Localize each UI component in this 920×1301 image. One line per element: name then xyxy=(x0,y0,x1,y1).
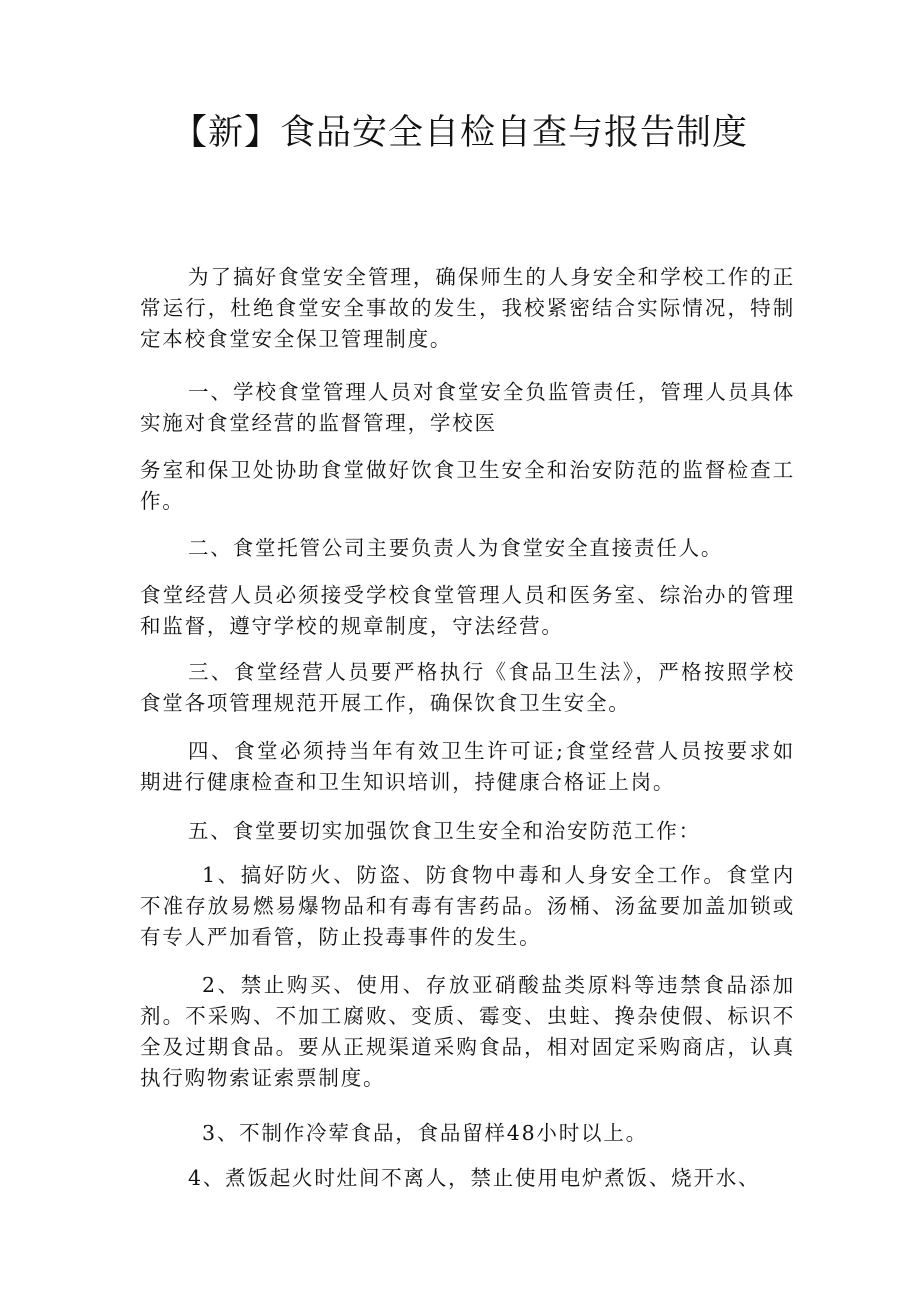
paragraph-sub-item-3: 3、不制作冷荤食品，食品留样48小时以上。 xyxy=(202,1121,648,1145)
paragraph-item-1-part-2: 务室和保卫处协助食堂做好饮食卫生安全和治安防范的监督检查工作。 xyxy=(140,458,795,513)
paragraph-item-3: 三、食堂经营人员要严格执行《食品卫生法》，严格按照学校食堂各项管理规范开展工作，确保饮食卫生安全。 xyxy=(140,660,795,715)
paragraph-intro: 为了搞好食堂安全管理，确保师生的人身安全和学校工作的正常运行，杜绝食堂安全事故的发生，我校紧密结合实际情况，特制定本校食堂安全保卫管理制度。 xyxy=(140,265,795,351)
paragraph-item-1-part-1: 一、学校食堂管理人员对食堂安全负监管责任，管理人员具体实施对食堂经营的监督管理，学校医 xyxy=(140,380,795,435)
paragraph-item-5: 五、食堂要切实加强饮食卫生安全和治安防范工作： xyxy=(188,819,701,843)
paragraph-item-2-detail: 食堂经营人员必须接受学校食堂管理人员和医务室、综治办的管理和监督，遵守学校的规章制度，守法经营。 xyxy=(140,583,795,638)
document-title: 【新】食品安全自检自查与报告制度 xyxy=(171,113,748,153)
paragraph-sub-item-4: 4、煮饭起火时灶间不离人，禁止使用电炉煮饭、烧开水、 xyxy=(188,1166,761,1190)
paragraph-sub-item-1: 1、搞好防火、防盗、防食物中毒和人身安全工作。食堂内不准存放易燃易爆物品和有毒有害药品。汤桶、汤盆要加盖加锁或有专人严加看管，防止投毒事件的发生。 xyxy=(140,863,795,949)
paragraph-sub-item-2: 2、禁止购买、使用、存放亚硝酸盐类原料等违禁食品添加剂。不采购、不加工腐败、变质、霉变、虫蛀、搀杂使假、标识不全及过期食品。要从正规渠道采购食品，相对固定采购商店，认真执行购物索证索票制度。 xyxy=(140,973,795,1090)
paragraph-item-4: 四、食堂必须持当年有效卫生许可证;食堂经营人员按要求如期进行健康检查和卫生知识培训，持健康合格证上岗。 xyxy=(140,739,795,794)
paragraph-item-2: 二、食堂托管公司主要负责人为食堂安全直接责任人。 xyxy=(188,536,724,560)
